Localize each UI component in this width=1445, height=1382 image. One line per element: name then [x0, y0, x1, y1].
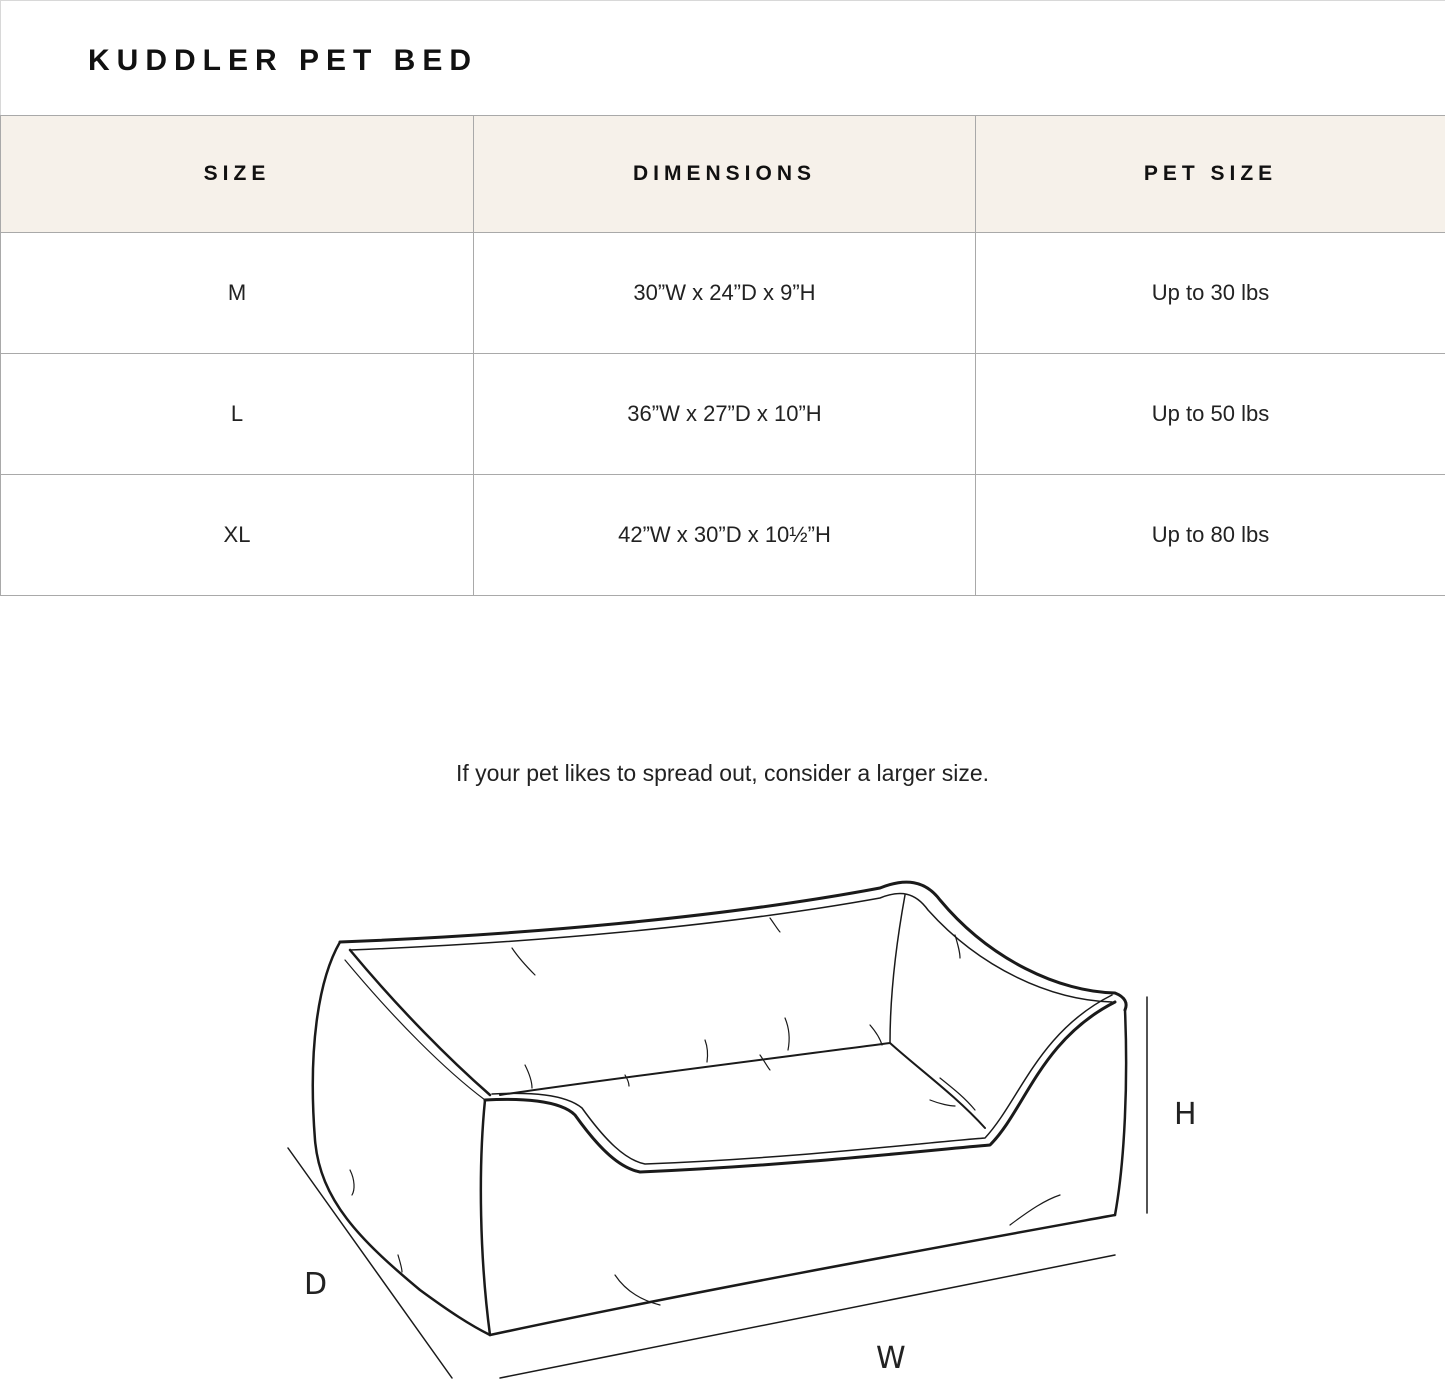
- height-label: H: [1174, 1097, 1197, 1132]
- bed-cushion: [500, 1043, 985, 1128]
- bed-inner-left-wall-2: [345, 960, 485, 1100]
- cell-size: XL: [1, 475, 474, 596]
- page-title: KUDDLER PET BED: [88, 44, 479, 77]
- left-rule: [0, 0, 1, 116]
- cell-dimensions: 42”W x 30”D x 10½”H: [474, 475, 976, 596]
- cell-size: M: [1, 233, 474, 354]
- bed-front-left-edge: [481, 1100, 490, 1335]
- cell-pet-size: Up to 50 lbs: [976, 354, 1445, 475]
- header-dimensions: DIMENSIONS: [474, 116, 976, 233]
- cell-pet-size: Up to 30 lbs: [976, 233, 1445, 354]
- bed-back-rim: [340, 882, 1126, 1010]
- bed-inner-left-wall: [350, 950, 490, 1095]
- bed-left-side: [313, 942, 490, 1335]
- header-size: SIZE: [1, 116, 474, 233]
- width-label: W: [876, 1341, 906, 1376]
- sizing-note: If your pet likes to spread out, consider a larger size.: [455, 760, 990, 786]
- table-row: [1, 475, 1445, 596]
- bed-inner-right-wall: [890, 895, 905, 1043]
- cell-dimensions: 30”W x 24”D x 9”H: [474, 233, 976, 354]
- depth-label: D: [304, 1267, 328, 1302]
- depth-dimension-line: [288, 1148, 452, 1378]
- bed-right-edge: [1115, 1010, 1126, 1215]
- header-pet-size: PET SIZE: [976, 116, 1445, 233]
- bed-front-top-rim-inner: [492, 995, 1112, 1164]
- cell-pet-size: Up to 80 lbs: [976, 475, 1445, 596]
- cell-dimensions: 36”W x 27”D x 10”H: [474, 354, 976, 475]
- cell-size: L: [1, 354, 474, 475]
- top-rule: [0, 0, 1445, 1]
- table-row: [1, 233, 1445, 354]
- table-row: [1, 354, 1445, 475]
- pet-bed-diagram: [0, 860, 1445, 1382]
- size-chart-table: [0, 115, 1445, 596]
- width-dimension-line: [500, 1255, 1115, 1378]
- table-header-row: [1, 116, 1445, 233]
